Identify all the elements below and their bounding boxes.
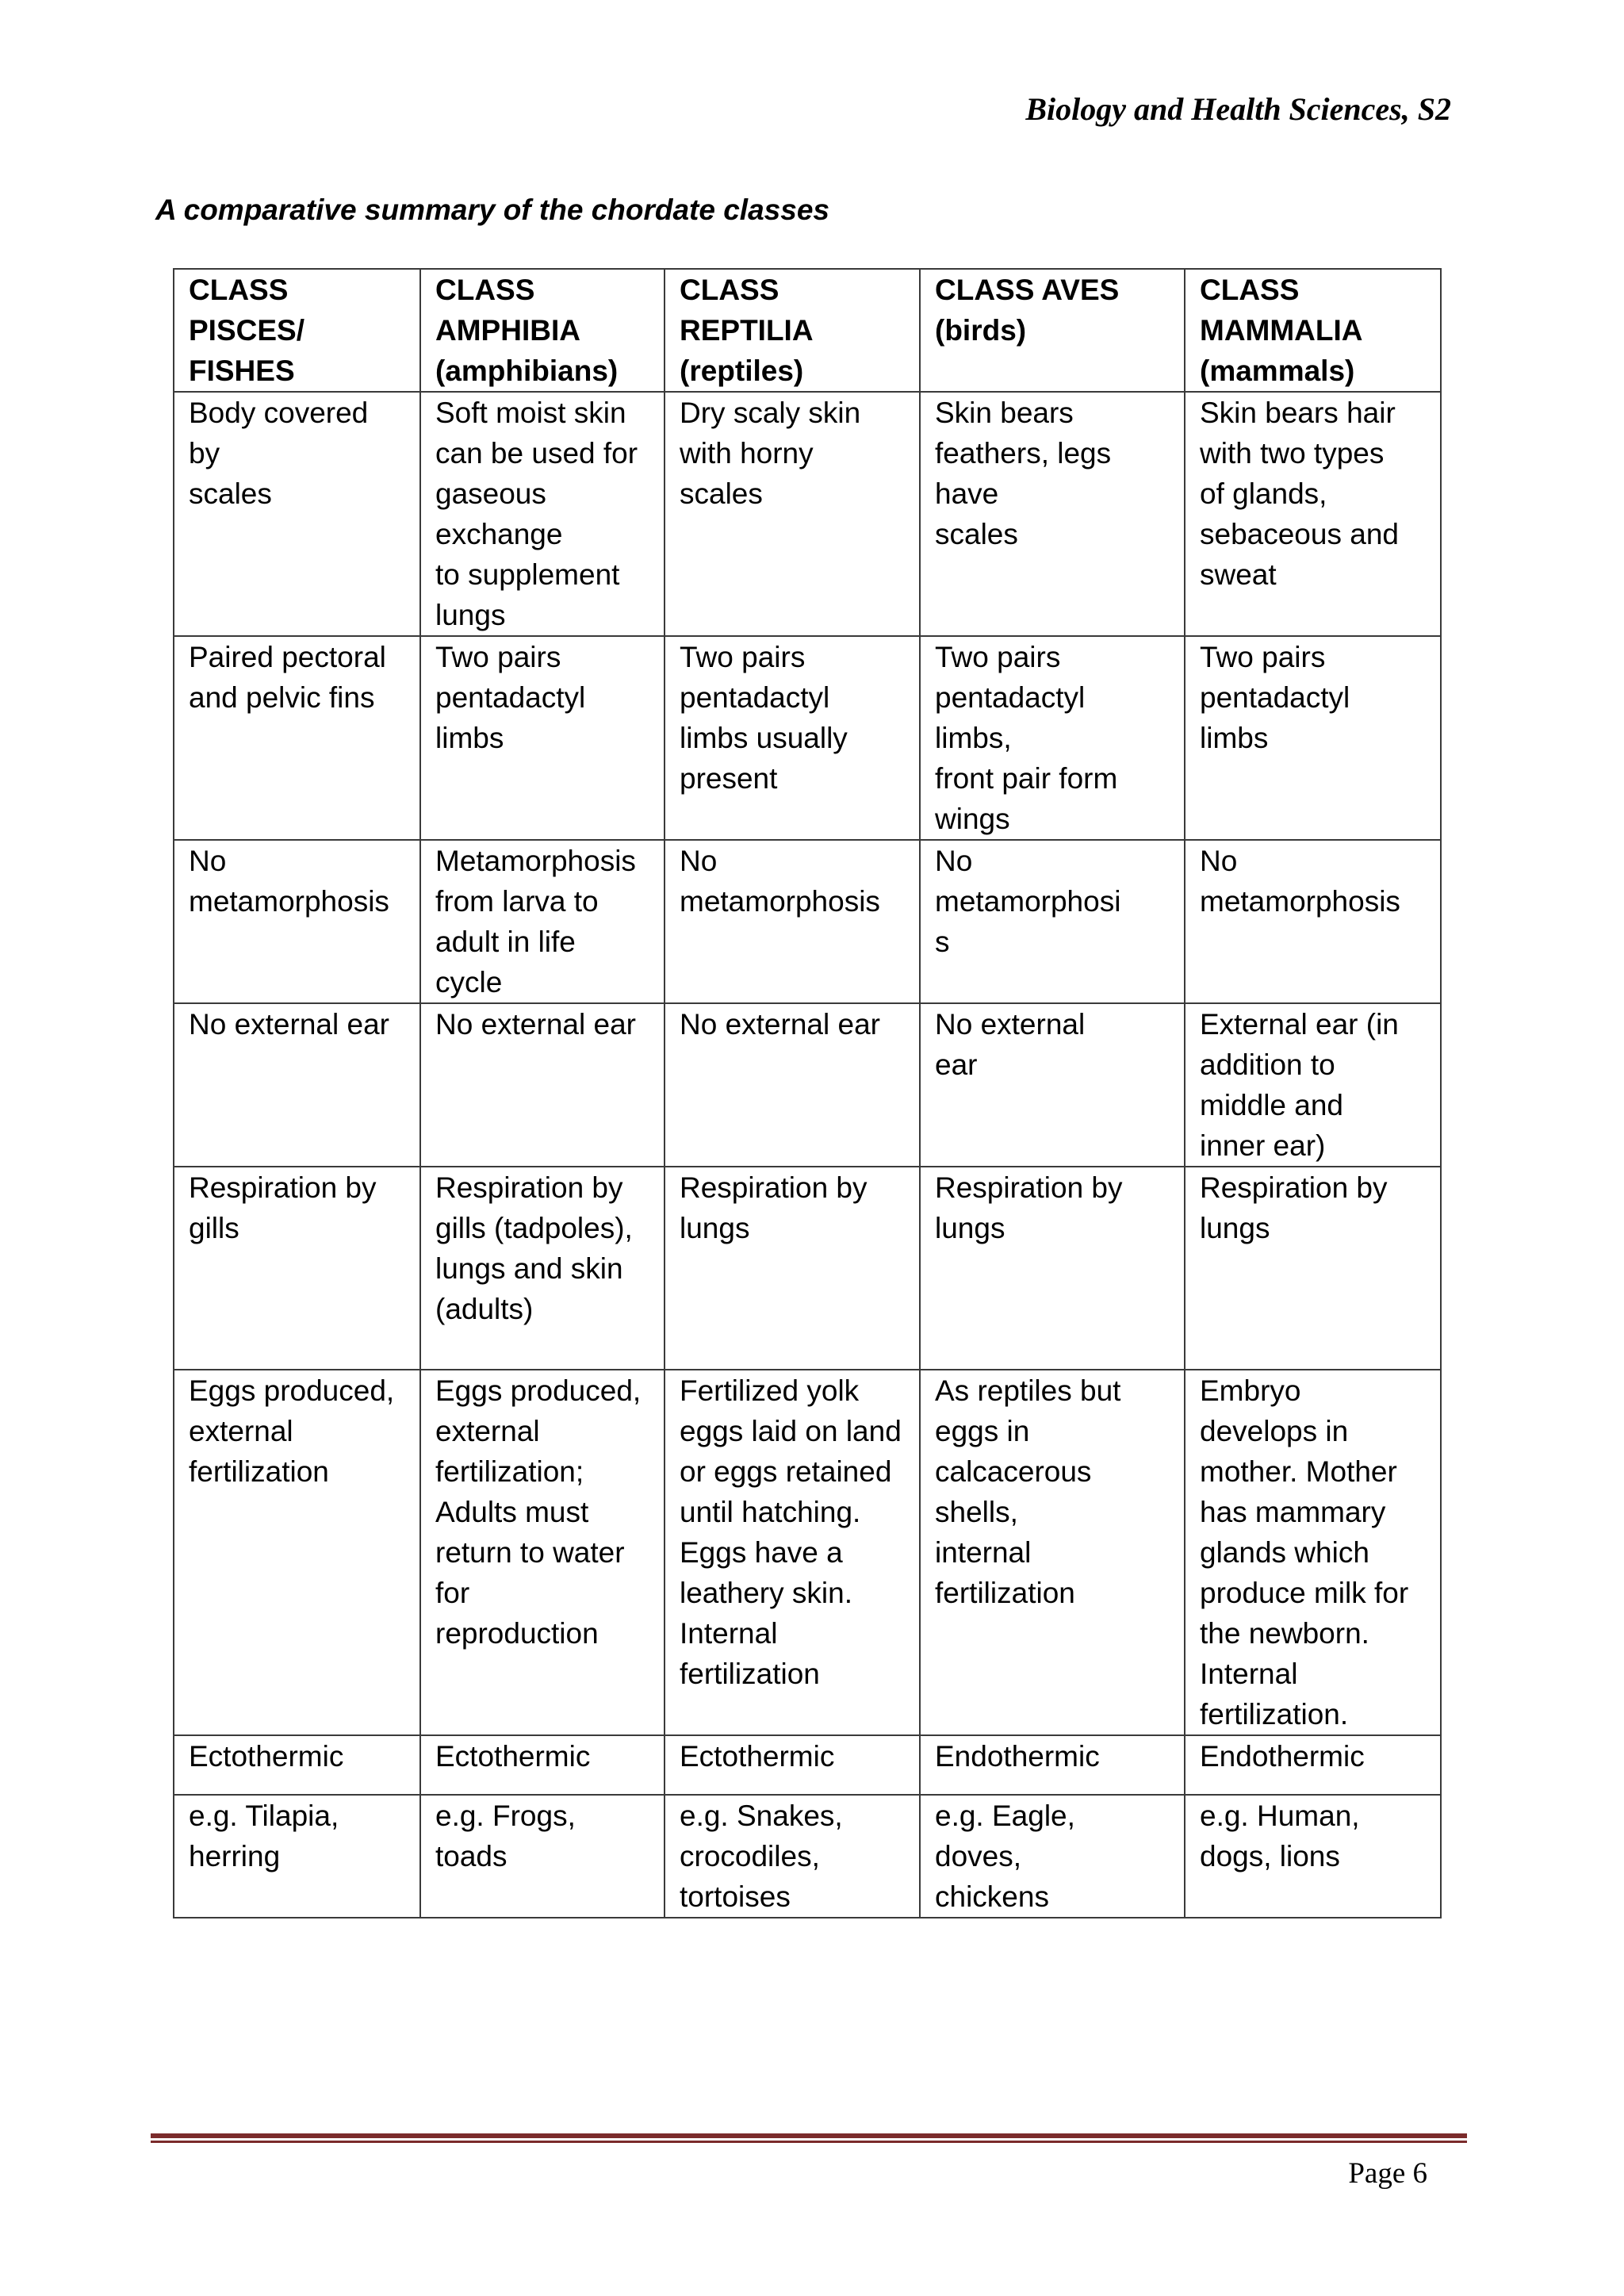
table-cell: Fertilized yolk eggs laid on land or eggs retained until hatching. Eggs have a leathery skin. Internal fertilization [665, 1370, 920, 1735]
table-cell: Two pairs pentadactyl limbs [420, 636, 665, 840]
column-header-aves: CLASS AVES (birds) [920, 269, 1185, 392]
table-cell: Ectothermic [665, 1735, 920, 1795]
column-header-reptilia: CLASS REPTILIA (reptiles) [665, 269, 920, 392]
table-cell: Two pairs pentadactyl limbs usually present [665, 636, 920, 840]
table-cell: Ectothermic [174, 1735, 420, 1795]
table-cell: No external ear [174, 1003, 420, 1167]
table-cell: Eggs produced, external fertilization; Adults must return to water for reproduction [420, 1370, 665, 1735]
table-header-row [174, 269, 1441, 392]
table-cell: As reptiles but eggs in calcacerous shells, internal fertilization [920, 1370, 1185, 1735]
table-cell: Respiration by lungs [920, 1167, 1185, 1370]
table-cell: Skin bears hair with two types of glands, sebaceous and sweat [1185, 392, 1441, 636]
table-cell: No external ear [665, 1003, 920, 1167]
table-cell: Ectothermic [420, 1735, 665, 1795]
table-cell: No metamorphosi s [920, 840, 1185, 1003]
column-header-amphibia: CLASS AMPHIBIA (amphibians) [420, 269, 665, 392]
table-cell: Body covered by scales [174, 392, 420, 636]
running-header: Biology and Health Sciences, S2 [1025, 91, 1451, 127]
column-header-pisces: CLASS PISCES/ FISHES [174, 269, 420, 392]
table-cell: No external ear [920, 1003, 1185, 1167]
table-cell: e.g. Snakes, crocodiles, tortoises [665, 1795, 920, 1918]
table-cell: Dry scaly skin with horny scales [665, 392, 920, 636]
table-cell: No metamorphosis [1185, 840, 1441, 1003]
table-cell: e.g. Human, dogs, lions [1185, 1795, 1441, 1918]
table-row-ear [174, 1003, 1441, 1167]
table-cell: Paired pectoral and pelvic fins [174, 636, 420, 840]
table-cell: e.g. Eagle, doves, chickens [920, 1795, 1185, 1918]
table-cell: Eggs produced, external fertilization [174, 1370, 420, 1735]
table-row-examples [174, 1795, 1441, 1918]
chordate-comparison-table [173, 268, 1442, 1918]
page-number: Page 6 [1348, 2157, 1427, 2190]
table-cell: External ear (in addition to middle and inner ear) [1185, 1003, 1441, 1167]
table-cell: Two pairs pentadactyl limbs [1185, 636, 1441, 840]
table-cell: Soft moist skin can be used for gaseous exchange to supplement lungs [420, 392, 665, 636]
table-cell: Endothermic [920, 1735, 1185, 1795]
table-cell: No external ear [420, 1003, 665, 1167]
table-cell: e.g. Frogs, toads [420, 1795, 665, 1918]
table-cell: No metamorphosis [665, 840, 920, 1003]
table-row-thermoregulation [174, 1735, 1441, 1795]
table-cell: No metamorphosis [174, 840, 420, 1003]
table-cell: Respiration by lungs [665, 1167, 920, 1370]
table-row-limbs [174, 636, 1441, 840]
table-cell: Metamorphosis from larva to adult in life cycle [420, 840, 665, 1003]
footer-divider [151, 2133, 1467, 2145]
table-cell: Respiration by gills [174, 1167, 420, 1370]
table-cell: Respiration by gills (tadpoles), lungs and skin (adults) [420, 1167, 665, 1370]
column-header-mammalia: CLASS MAMMALIA (mammals) [1185, 269, 1441, 392]
table-row-metamorphosis [174, 840, 1441, 1003]
table-cell: Respiration by lungs [1185, 1167, 1441, 1370]
table-row-skin [174, 392, 1441, 636]
table-row-respiration [174, 1167, 1441, 1370]
section-title: A comparative summary of the chordate classes [155, 194, 829, 226]
table-cell: Embryo develops in mother. Mother has mammary glands which produce milk for the newborn. Internal fertilization. [1185, 1370, 1441, 1735]
table-cell: e.g. Tilapia, herring [174, 1795, 420, 1918]
table-cell: Two pairs pentadactyl limbs, front pair form wings [920, 636, 1185, 840]
table-cell: Skin bears feathers, legs have scales [920, 392, 1185, 636]
footer-divider-thick-line [151, 2133, 1467, 2138]
footer-divider-thin-line [151, 2141, 1467, 2143]
table-cell: Endothermic [1185, 1735, 1441, 1795]
table-row-reproduction [174, 1370, 1441, 1735]
